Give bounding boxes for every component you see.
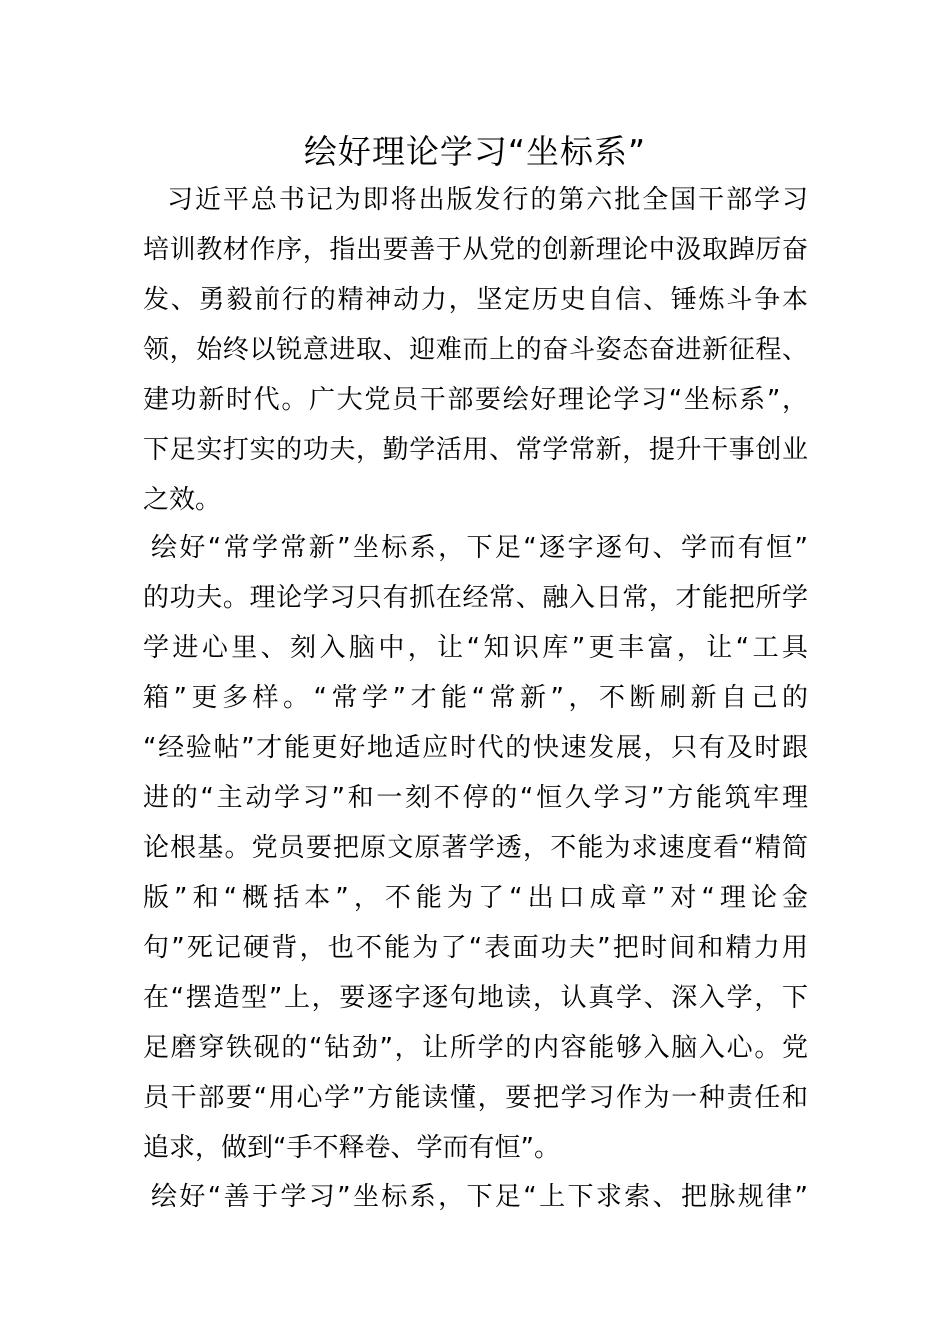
- body-line: 培训教材作序，指出要善于从党的创新理论中汲取踔厉奋: [143, 235, 808, 265]
- body-line: “经验帖”才能更好地适应时代的快速发展，只有及时跟: [143, 733, 808, 763]
- body-line: 在“摆造型”上，要逐字逐句地读，认真学、深入学，下: [143, 983, 808, 1013]
- body-line: 箱”更多样。“常学”才能“常新”，不断刷新自己的: [143, 683, 808, 713]
- body-line: 足磨穿铁砚的“钻劲”，让所学的内容能够入脑入心。党: [143, 1033, 808, 1063]
- body-line: 建功新时代。广大党员干部要绘好理论学习“坐标系”，: [143, 385, 808, 415]
- body-line: 之效。: [143, 485, 222, 515]
- body-line: 追求，做到“手不释卷、学而有恒”。: [143, 1133, 560, 1163]
- body-line: 员干部要“用心学”方能读懂，要把学习作为一种责任和: [143, 1083, 808, 1113]
- document-title: 绘好理论学习“坐标系”: [303, 132, 647, 171]
- body-line: 学进心里、刻入脑中，让“知识库”更丰富，让“工具: [143, 633, 808, 663]
- body-line: 领，始终以锐意进取、迎难而上的奋斗姿态奋进新征程、: [143, 335, 808, 365]
- body-line: 绘好“常学常新”坐标系，下足“逐字逐句、学而有恒”: [151, 533, 808, 563]
- body-line: 句”死记硬背，也不能为了“表面功夫”把时间和精力用: [143, 933, 808, 963]
- body-line: 下足实打实的功夫，勤学活用、常学常新，提升干事创业: [143, 435, 808, 465]
- body-line: 习近平总书记为即将出版发行的第六批全国干部学习: [167, 185, 808, 215]
- body-line: 论根基。党员要把原文原著学透，不能为求速度看“精简: [143, 833, 808, 863]
- body-line: 的功夫。理论学习只有抓在经常、融入日常，才能把所学: [143, 583, 808, 613]
- body-line: 版”和“概括本”，不能为了“出口成章”对“理论金: [143, 883, 808, 913]
- body-line: 发、勇毅前行的精神动力，坚定历史自信、锤炼斗争本: [143, 285, 808, 315]
- body-line: 绘好“善于学习”坐标系，下足“上下求索、把脉规律”: [151, 1182, 808, 1212]
- body-line: 进的“主动学习”和一刻不停的“恒久学习”方能筑牢理: [143, 783, 808, 813]
